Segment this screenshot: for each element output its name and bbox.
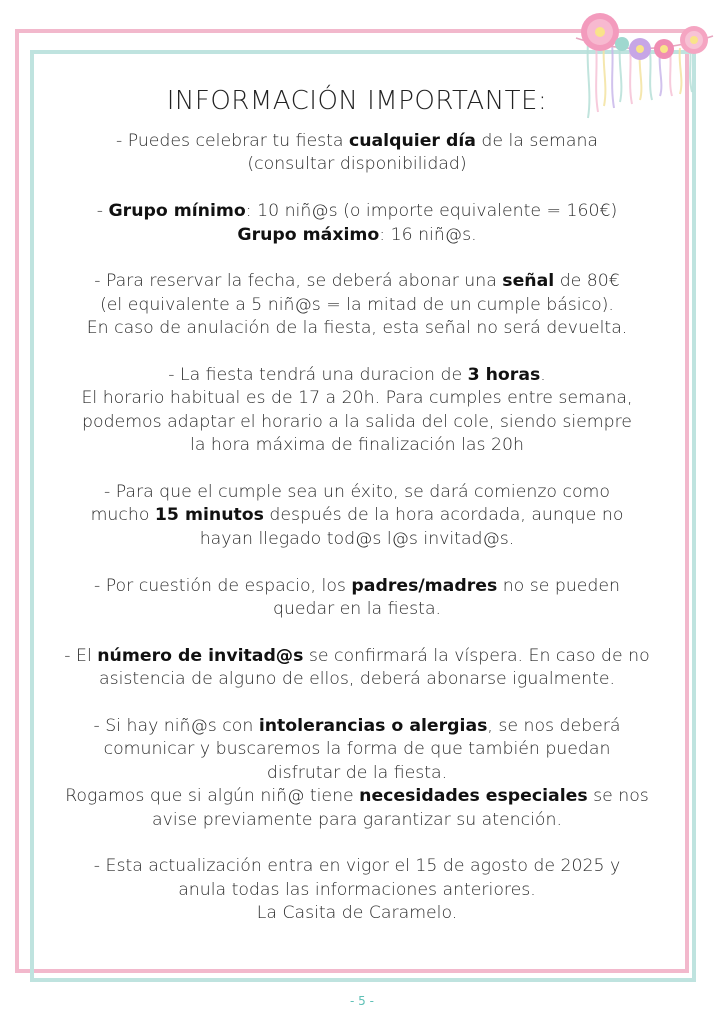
body-text: después de la hora acordada, aunque no xyxy=(263,505,624,526)
body-text: podemos adaptar el horario a la salida del cole, siendo siempre xyxy=(82,411,632,432)
info-paragraph xyxy=(52,270,662,340)
body-text: disfrutar de la fiesta. xyxy=(266,762,448,783)
body-text: hayan llegado tod@s l@s invitad@s. xyxy=(199,528,515,549)
emphasis-text: Grupo mínimo xyxy=(108,201,246,222)
text-line xyxy=(52,434,662,457)
body-text: la hora máxima de finalización las 20h xyxy=(190,435,524,456)
body-text: quedar en la fiesta. xyxy=(272,599,442,620)
page-number: - 5 - xyxy=(350,994,374,1008)
body-text: de 80€ xyxy=(554,271,620,292)
text-line xyxy=(52,224,662,247)
text-line xyxy=(52,364,662,387)
body-text: - La fiesta tendrá una duracion de xyxy=(168,365,468,386)
emphasis-text: 15 minutos xyxy=(154,505,264,526)
text-line xyxy=(52,902,662,925)
info-paragraph xyxy=(52,645,662,692)
text-line xyxy=(52,645,662,668)
body-text: El horario habitual es de 17 a 20h. Para cumples entre semana, xyxy=(81,388,633,409)
text-line xyxy=(52,270,662,293)
body-text: - Puedes celebrar tu fiesta xyxy=(116,131,349,151)
text-line xyxy=(52,153,662,176)
body-text: - xyxy=(96,201,109,222)
text-line xyxy=(52,598,662,621)
info-paragraph xyxy=(52,855,662,925)
info-paragraph xyxy=(52,575,662,622)
text-line xyxy=(52,481,662,504)
text-line xyxy=(52,668,662,691)
emphasis-text: intolerancias o alergias xyxy=(258,716,488,737)
text-line xyxy=(52,504,662,527)
body-text: , se nos deberá xyxy=(487,716,621,737)
body-text: En caso de anulación de la fiesta, esta señal no será devuelta. xyxy=(86,318,628,339)
info-paragraph xyxy=(52,200,662,247)
text-line xyxy=(52,130,662,153)
text-line xyxy=(52,387,662,410)
info-paragraph xyxy=(52,364,662,458)
body-text: de la semana xyxy=(475,131,598,151)
body-text: - Por cuestión de espacio, los xyxy=(94,575,352,596)
body-text: - Para reservar la fecha, se deberá abonar una xyxy=(94,271,503,292)
body-text: no se pueden xyxy=(497,575,620,596)
emphasis-text: padres/madres xyxy=(351,575,498,596)
emphasis-text: señal xyxy=(502,271,555,292)
body-text: - Para que el cumple sea un éxito, se dará comienzo como xyxy=(104,482,610,503)
body-text: : 10 niñ@s (o importe equivalente = 160€) xyxy=(245,201,618,222)
body-text: . xyxy=(540,365,546,386)
body-text: avise previamente para garantizar su atención. xyxy=(152,809,562,830)
page-title: INFORMACIÓN IMPORTANTE: xyxy=(166,86,548,116)
body-text: asistencia de alguno de ellos, deberá abonarse igualmente. xyxy=(99,669,615,690)
text-line xyxy=(52,809,662,832)
text-line xyxy=(52,575,662,598)
body-text: mucho xyxy=(90,505,155,526)
text-line xyxy=(52,317,662,340)
info-paragraph xyxy=(52,715,662,832)
text-line xyxy=(52,762,662,785)
emphasis-text: 3 horas xyxy=(467,365,541,386)
body-text: (consultar disponibilidad) xyxy=(247,154,467,175)
body-text: - Si hay niñ@s con xyxy=(93,716,259,737)
body-text: - El xyxy=(64,645,98,666)
emphasis-text: número de invitad@s xyxy=(97,645,304,666)
body-text: - Esta actualización entra en vigor el 15 de agosto de 2025 y xyxy=(93,856,621,877)
body-text: anula todas las informaciones anteriores. xyxy=(178,879,536,900)
text-line xyxy=(52,294,662,317)
emphasis-text: cualquier día xyxy=(348,131,476,151)
body-text: : 16 niñ@s. xyxy=(379,224,477,245)
info-paragraph xyxy=(52,130,662,177)
document-body xyxy=(52,86,662,949)
emphasis-text: necesidades especiales xyxy=(359,786,588,807)
text-line xyxy=(52,855,662,878)
body-text: se confirmará la víspera. En caso de no xyxy=(303,645,650,666)
text-line xyxy=(52,738,662,761)
emphasis-text: Grupo máximo xyxy=(237,224,380,245)
body-text: Rogamos que si algún niñ@ tiene xyxy=(65,786,360,807)
body-text: La Casita de Caramelo. xyxy=(256,903,458,924)
text-line xyxy=(52,715,662,738)
body-text: (el equivalente a 5 niñ@s = la mitad de un cumple básico). xyxy=(100,294,614,315)
text-line xyxy=(52,200,662,223)
info-paragraph xyxy=(52,481,662,551)
info-list xyxy=(52,130,662,926)
text-line xyxy=(52,785,662,808)
text-line xyxy=(52,528,662,551)
body-text: comunicar y buscaremos la forma de que también puedan xyxy=(103,739,611,760)
text-line xyxy=(52,879,662,902)
text-line xyxy=(52,411,662,434)
body-text: se nos xyxy=(587,786,649,807)
